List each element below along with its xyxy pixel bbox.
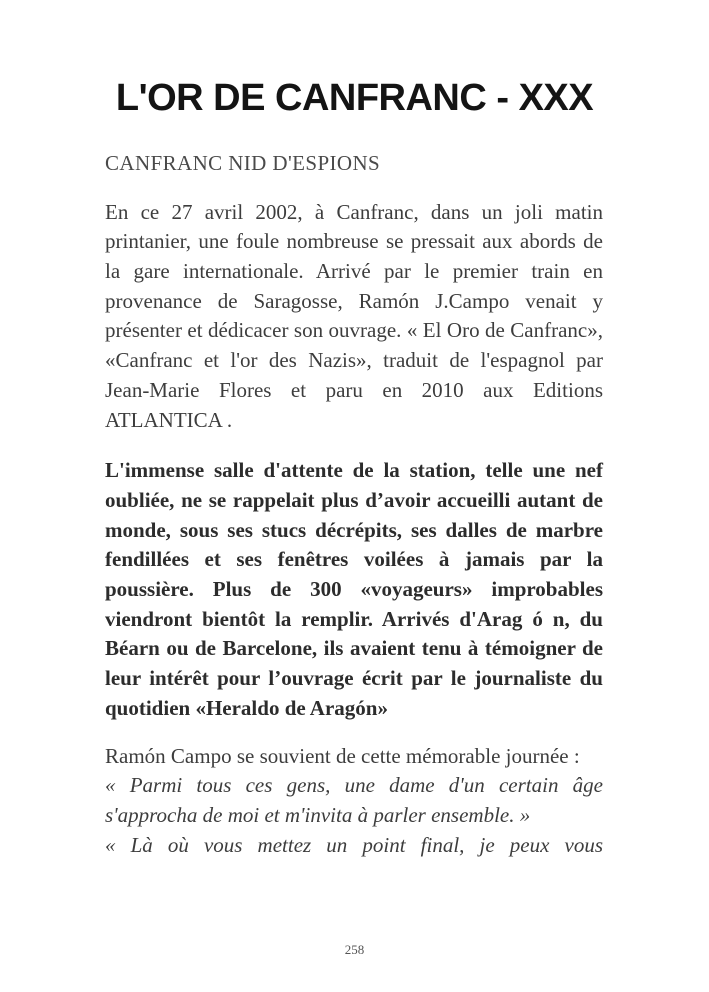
paragraph-intro: En ce 27 avril 2002, à Canfranc, dans un joli matin printanier, une foule nombreuse se pressait aux abords de la gare internationale. Arrivé par le premier train en provenance de Saragosse, Ramón J.Campo venait y présenter et dédicacer son ouvrage. « El Oro de Canfranc», «Canfranc et l'or des Nazis», traduit de l'espagnol par Jean-Marie Flores et paru en 2010 aux Editions ATLANTICA .	[105, 199, 603, 432]
chapter-subtitle: CANFRANC NID D'ESPIONS	[105, 150, 381, 175]
paragraph-ramon-souvenir: Ramón Campo se souvient de cette mémorable journée :	[105, 743, 580, 768]
paragraph-salle-attente: L'immense salle d'attente de la station, telle une nef oubliée, ne se rappelait plus d’avoir accueilli autant de monde, sous ses stucs décrépits, ses dalles de marbre fendillées et ses fenêtres voilées à jamais par la poussière. Plus de 300 «voyageurs» improbables viendront bientôt la remplir. Arrivés d'Arag ó n, du Béarn ou de Barcelone, ils avaient tenu à témoigner de leur intérêt pour l’ouvrage écrit par le journaliste du quotidien «Heraldo de Aragón»	[105, 458, 603, 720]
quote-parmi-tous-ces-gens: « Parmi tous ces gens, une dame d'un certain âge s'approcha de moi et m'invita à parler ensemble. »	[105, 773, 603, 827]
quote-la-ou-vous-mettez: « Là où vous mettez un point final, je peux vous	[105, 832, 603, 857]
page-number: 258	[344, 942, 365, 957]
page-title: L'OR DE CANFRANC - XXX	[115, 77, 594, 119]
